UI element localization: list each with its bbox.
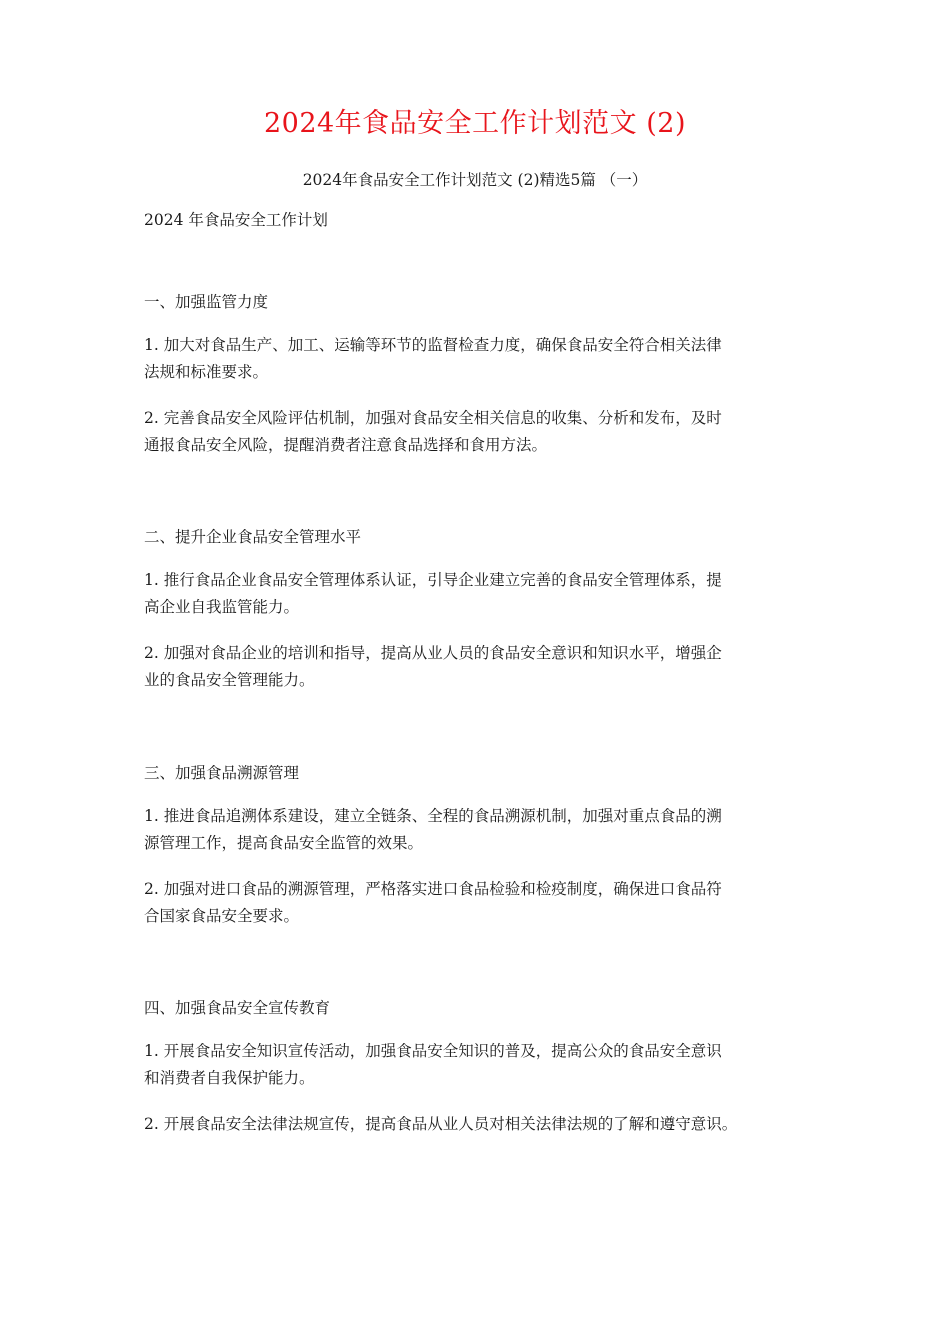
section-item: 2. 加强对进口食品的溯源管理，严格落实进口食品检验和检疫制度，确保进口食品符 合国家食品安全要求。 [144,880,722,925]
section-item: 2. 完善食品安全风险评估机制，加强对食品安全相关信息的收集、分析和发布，及时 通报食品安全风险，提醒消费者注意食品选择和食用方法。 [144,409,722,454]
section-publicity-education [144,996,814,1138]
section-item: 1. 推行食品企业食品安全管理体系认证，引导企业建立完善的食品安全管理体系，提 高企业自我监管能力。 [144,571,722,616]
section-enterprise-management [144,525,814,694]
section-item: 1. 开展食品安全知识宣传活动，加强食品安全知识的普及，提高公众的食品安全意识 和消费者自我保护能力。 [144,1042,722,1087]
section-heading: 一、加强监管力度 [144,293,269,311]
section-item: 2. 开展食品安全法律法规宣传，提高食品从业人员对相关法律法规的了解和遵守意识。 [144,1115,738,1133]
document-title: 2024年食品安全工作计划范文 (2) [263,108,687,139]
section-item: 2. 加强对食品企业的培训和指导，提高从业人员的食品安全意识和知识水平，增强企 业的食品安全管理能力。 [144,644,722,689]
document-subtitle: 2024年食品安全工作计划范文 (2)精选5篇 （一） [302,171,648,189]
section-item: 1. 推进食品追溯体系建设，建立全链条、全程的食品溯源机制，加强对重点食品的溯 源管理工作，提高食品安全监管的效果。 [144,807,722,852]
section-heading: 三、加强食品溯源管理 [144,764,300,782]
plan-title: 2024 年食品安全工作计划 [144,211,328,229]
section-traceability [144,761,814,930]
section-supervision [144,290,814,459]
section-item: 1. 加大对食品生产、加工、运输等环节的监督检查力度，确保食品安全符合相关法律 法规和标准要求。 [144,336,722,381]
section-heading: 四、加强食品安全宣传教育 [144,999,331,1017]
section-heading: 二、提升企业食品安全管理水平 [144,528,362,546]
